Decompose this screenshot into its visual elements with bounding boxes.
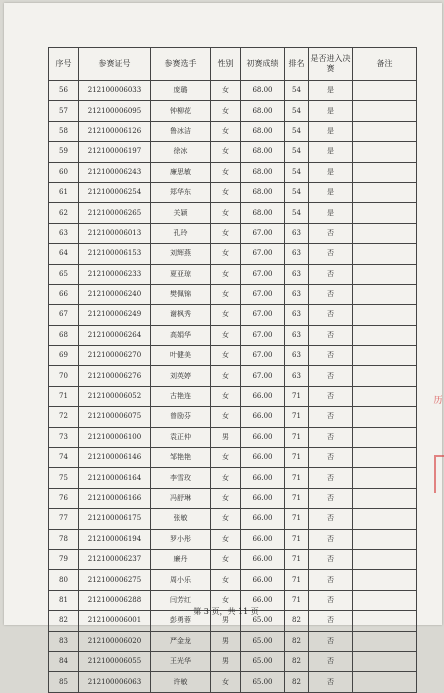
cell-contestant: 夏亚琼 <box>151 264 211 284</box>
cell-rank: 54 <box>285 203 309 223</box>
cell-rank: 54 <box>285 182 309 202</box>
cell-gender: 女 <box>211 81 241 101</box>
table-row <box>49 101 417 121</box>
cell-entry-id: 212100006153 <box>79 244 151 264</box>
table-row <box>49 284 417 304</box>
cell-serial-no: 73 <box>49 427 79 447</box>
cell-rank: 82 <box>285 611 309 631</box>
cell-rank: 54 <box>285 142 309 162</box>
cell-serial-no: 80 <box>49 570 79 590</box>
cell-entry-id: 212100006164 <box>79 468 151 488</box>
cell-rank: 54 <box>285 162 309 182</box>
cell-advance-final: 否 <box>309 305 353 325</box>
cell-prelim-score: 66.00 <box>241 386 285 406</box>
table-row <box>49 488 417 508</box>
cell-advance-final: 否 <box>309 570 353 590</box>
cell-entry-id: 212100006237 <box>79 549 151 569</box>
cell-rank: 63 <box>285 366 309 386</box>
cell-serial-no: 85 <box>49 672 79 692</box>
cell-advance-final: 否 <box>309 672 353 692</box>
cell-gender: 女 <box>211 203 241 223</box>
table-header-row <box>49 48 417 81</box>
cell-prelim-score: 67.00 <box>241 305 285 325</box>
cell-advance-final: 否 <box>309 223 353 243</box>
cell-remarks <box>353 101 417 121</box>
cell-remarks <box>353 366 417 386</box>
cell-rank: 71 <box>285 468 309 488</box>
cell-gender: 女 <box>211 509 241 529</box>
cell-gender: 女 <box>211 346 241 366</box>
cell-prelim-score: 68.00 <box>241 81 285 101</box>
cell-prelim-score: 65.00 <box>241 672 285 692</box>
cell-entry-id: 212100006063 <box>79 672 151 692</box>
cell-remarks <box>353 121 417 141</box>
cell-remarks <box>353 325 417 345</box>
cell-advance-final: 否 <box>309 325 353 345</box>
cell-entry-id: 212100006075 <box>79 407 151 427</box>
cell-prelim-score: 68.00 <box>241 121 285 141</box>
cell-contestant: 徐冰 <box>151 142 211 162</box>
cell-serial-no: 79 <box>49 549 79 569</box>
table-row <box>49 244 417 264</box>
cell-rank: 82 <box>285 672 309 692</box>
cell-advance-final: 否 <box>309 590 353 610</box>
cell-serial-no: 64 <box>49 244 79 264</box>
cell-prelim-score: 66.00 <box>241 570 285 590</box>
cell-serial-no: 78 <box>49 529 79 549</box>
cell-contestant: 鲁冰洁 <box>151 121 211 141</box>
cell-remarks <box>353 305 417 325</box>
table-row <box>49 448 417 468</box>
cell-serial-no: 74 <box>49 448 79 468</box>
results-table-container <box>48 47 416 693</box>
cell-advance-final: 否 <box>309 244 353 264</box>
cell-advance-final: 否 <box>309 366 353 386</box>
cell-remarks <box>353 81 417 101</box>
cell-contestant: 孔玲 <box>151 223 211 243</box>
cell-rank: 71 <box>285 529 309 549</box>
cell-rank: 71 <box>285 427 309 447</box>
cell-remarks <box>353 529 417 549</box>
header-advance-final: 是否进入决赛 <box>309 48 353 81</box>
cell-remarks <box>353 284 417 304</box>
cell-prelim-score: 66.00 <box>241 509 285 529</box>
cell-rank: 82 <box>285 631 309 651</box>
cell-gender: 女 <box>211 142 241 162</box>
table-row <box>49 427 417 447</box>
cell-prelim-score: 67.00 <box>241 284 285 304</box>
cell-prelim-score: 68.00 <box>241 182 285 202</box>
cell-serial-no: 82 <box>49 611 79 631</box>
cell-serial-no: 65 <box>49 264 79 284</box>
cell-contestant: 邹艳艳 <box>151 448 211 468</box>
cell-contestant: 高娟华 <box>151 325 211 345</box>
cell-rank: 71 <box>285 488 309 508</box>
cell-advance-final: 否 <box>309 264 353 284</box>
cell-gender: 女 <box>211 305 241 325</box>
cell-prelim-score: 67.00 <box>241 346 285 366</box>
table-row <box>49 631 417 651</box>
cell-gender: 女 <box>211 244 241 264</box>
cell-remarks <box>353 488 417 508</box>
table-row <box>49 509 417 529</box>
cell-entry-id: 212100006254 <box>79 182 151 202</box>
cell-remarks <box>353 407 417 427</box>
cell-prelim-score: 67.00 <box>241 264 285 284</box>
cell-entry-id: 212100006194 <box>79 529 151 549</box>
cell-advance-final: 否 <box>309 611 353 631</box>
cell-contestant: 罗小彤 <box>151 529 211 549</box>
cell-advance-final: 是 <box>309 101 353 121</box>
cell-remarks <box>353 142 417 162</box>
cell-advance-final: 否 <box>309 407 353 427</box>
cell-rank: 54 <box>285 101 309 121</box>
cell-remarks <box>353 223 417 243</box>
cell-remarks <box>353 244 417 264</box>
cell-prelim-score: 65.00 <box>241 631 285 651</box>
cell-gender: 女 <box>211 529 241 549</box>
cell-prelim-score: 66.00 <box>241 590 285 610</box>
cell-rank: 71 <box>285 590 309 610</box>
table-row <box>49 651 417 671</box>
cell-gender: 女 <box>211 386 241 406</box>
cell-serial-no: 66 <box>49 284 79 304</box>
cell-entry-id: 212100006233 <box>79 264 151 284</box>
cell-serial-no: 83 <box>49 631 79 651</box>
cell-entry-id: 212100006270 <box>79 346 151 366</box>
cell-contestant: 刘英婷 <box>151 366 211 386</box>
cell-gender: 女 <box>211 284 241 304</box>
cell-serial-no: 62 <box>49 203 79 223</box>
cell-gender: 女 <box>211 121 241 141</box>
cell-prelim-score: 68.00 <box>241 203 285 223</box>
header-entry-id: 参赛证号 <box>79 48 151 81</box>
cell-prelim-score: 68.00 <box>241 142 285 162</box>
cell-serial-no: 81 <box>49 590 79 610</box>
table-row <box>49 223 417 243</box>
cell-advance-final: 否 <box>309 509 353 529</box>
cell-prelim-score: 66.00 <box>241 468 285 488</box>
cell-entry-id: 212100006275 <box>79 570 151 590</box>
cell-rank: 54 <box>285 121 309 141</box>
cell-remarks <box>353 203 417 223</box>
cell-rank: 71 <box>285 386 309 406</box>
red-seal-stamp <box>432 395 444 525</box>
cell-gender: 女 <box>211 549 241 569</box>
cell-remarks <box>353 264 417 284</box>
cell-gender: 男 <box>211 611 241 631</box>
cell-gender: 男 <box>211 427 241 447</box>
cell-serial-no: 59 <box>49 142 79 162</box>
cell-remarks <box>353 182 417 202</box>
table-row <box>49 468 417 488</box>
cell-contestant: 古艳连 <box>151 386 211 406</box>
table-row <box>49 346 417 366</box>
cell-entry-id: 212100006197 <box>79 142 151 162</box>
cell-advance-final: 否 <box>309 427 353 447</box>
cell-gender: 女 <box>211 448 241 468</box>
cell-serial-no: 60 <box>49 162 79 182</box>
table-row <box>49 549 417 569</box>
cell-remarks <box>353 448 417 468</box>
header-contestant: 参赛选手 <box>151 48 211 81</box>
cell-rank: 63 <box>285 284 309 304</box>
cell-serial-no: 57 <box>49 101 79 121</box>
cell-gender: 女 <box>211 672 241 692</box>
cell-gender: 女 <box>211 468 241 488</box>
table-row <box>49 264 417 284</box>
cell-prelim-score: 66.00 <box>241 407 285 427</box>
header-prelim-score: 初赛成绩 <box>241 48 285 81</box>
cell-contestant: 刘辉燕 <box>151 244 211 264</box>
cell-serial-no: 71 <box>49 386 79 406</box>
cell-contestant: 冯舒琳 <box>151 488 211 508</box>
cell-contestant: 彭勇蓉 <box>151 611 211 631</box>
results-table <box>48 47 417 693</box>
cell-rank: 71 <box>285 570 309 590</box>
table-row <box>49 325 417 345</box>
cell-rank: 63 <box>285 264 309 284</box>
cell-entry-id: 212100006126 <box>79 121 151 141</box>
cell-rank: 63 <box>285 244 309 264</box>
cell-prelim-score: 67.00 <box>241 244 285 264</box>
cell-prelim-score: 66.00 <box>241 427 285 447</box>
cell-contestant: 严金龙 <box>151 631 211 651</box>
cell-entry-id: 212100006052 <box>79 386 151 406</box>
cell-gender: 女 <box>211 590 241 610</box>
table-row <box>49 407 417 427</box>
cell-prelim-score: 66.00 <box>241 488 285 508</box>
cell-advance-final: 否 <box>309 468 353 488</box>
cell-entry-id: 212100006013 <box>79 223 151 243</box>
cell-remarks <box>353 549 417 569</box>
cell-contestant: 廉丹 <box>151 549 211 569</box>
cell-serial-no: 63 <box>49 223 79 243</box>
cell-remarks <box>353 346 417 366</box>
cell-advance-final: 否 <box>309 386 353 406</box>
cell-contestant: 关颖 <box>151 203 211 223</box>
cell-contestant: 周小乐 <box>151 570 211 590</box>
cell-rank: 63 <box>285 325 309 345</box>
cell-advance-final: 否 <box>309 631 353 651</box>
cell-remarks <box>353 651 417 671</box>
cell-contestant: 李雪玫 <box>151 468 211 488</box>
cell-gender: 女 <box>211 407 241 427</box>
cell-advance-final: 是 <box>309 121 353 141</box>
cell-serial-no: 76 <box>49 488 79 508</box>
header-gender: 性别 <box>211 48 241 81</box>
table-row <box>49 142 417 162</box>
cell-rank: 63 <box>285 305 309 325</box>
cell-serial-no: 58 <box>49 121 79 141</box>
cell-entry-id: 212100006276 <box>79 366 151 386</box>
cell-rank: 71 <box>285 509 309 529</box>
cell-entry-id: 212100006166 <box>79 488 151 508</box>
cell-contestant: 郑华东 <box>151 182 211 202</box>
page-footer: 第 3 页，共 11 页 <box>193 607 259 616</box>
cell-entry-id: 212100006146 <box>79 448 151 468</box>
cell-entry-id: 212100006095 <box>79 101 151 121</box>
table-row <box>49 162 417 182</box>
cell-prelim-score: 67.00 <box>241 223 285 243</box>
cell-remarks <box>353 468 417 488</box>
cell-advance-final: 否 <box>309 284 353 304</box>
cell-entry-id: 212100006100 <box>79 427 151 447</box>
cell-entry-id: 212100006265 <box>79 203 151 223</box>
table-row <box>49 672 417 692</box>
header-rank: 排名 <box>285 48 309 81</box>
cell-prelim-score: 67.00 <box>241 366 285 386</box>
cell-gender: 女 <box>211 162 241 182</box>
cell-gender: 女 <box>211 101 241 121</box>
cell-rank: 63 <box>285 346 309 366</box>
table-row <box>49 529 417 549</box>
cell-contestant: 张敏 <box>151 509 211 529</box>
cell-rank: 82 <box>285 651 309 671</box>
cell-advance-final: 是 <box>309 142 353 162</box>
cell-gender: 男 <box>211 651 241 671</box>
cell-contestant: 叶健美 <box>151 346 211 366</box>
cell-advance-final: 是 <box>309 162 353 182</box>
cell-gender: 女 <box>211 223 241 243</box>
cell-advance-final: 否 <box>309 488 353 508</box>
cell-contestant: 王光华 <box>151 651 211 671</box>
cell-gender: 男 <box>211 631 241 651</box>
cell-contestant: 谢枫秀 <box>151 305 211 325</box>
header-serial-no: 序号 <box>49 48 79 81</box>
cell-entry-id: 212100006055 <box>79 651 151 671</box>
table-row <box>49 81 417 101</box>
cell-remarks <box>353 386 417 406</box>
cell-remarks <box>353 570 417 590</box>
cell-serial-no: 69 <box>49 346 79 366</box>
table-row <box>49 305 417 325</box>
cell-serial-no: 77 <box>49 509 79 529</box>
cell-advance-final: 否 <box>309 448 353 468</box>
document-page <box>4 3 443 686</box>
cell-advance-final: 是 <box>309 203 353 223</box>
table-row <box>49 121 417 141</box>
cell-advance-final: 否 <box>309 346 353 366</box>
cell-rank: 71 <box>285 448 309 468</box>
cell-serial-no: 68 <box>49 325 79 345</box>
cell-remarks <box>353 427 417 447</box>
cell-entry-id: 212100006243 <box>79 162 151 182</box>
cell-gender: 女 <box>211 325 241 345</box>
cell-advance-final: 否 <box>309 529 353 549</box>
cell-advance-final: 是 <box>309 182 353 202</box>
cell-prelim-score: 66.00 <box>241 549 285 569</box>
cell-contestant: 廉思敏 <box>151 162 211 182</box>
cell-contestant: 钟柳花 <box>151 101 211 121</box>
cell-serial-no: 56 <box>49 81 79 101</box>
table-row <box>49 386 417 406</box>
cell-serial-no: 84 <box>49 651 79 671</box>
cell-contestant: 闫芳红 <box>151 590 211 610</box>
cell-entry-id: 212100006288 <box>79 590 151 610</box>
cell-serial-no: 70 <box>49 366 79 386</box>
table-row <box>49 203 417 223</box>
cell-contestant: 庞璐 <box>151 81 211 101</box>
cell-serial-no: 67 <box>49 305 79 325</box>
cell-remarks <box>353 672 417 692</box>
cell-entry-id: 212100006249 <box>79 305 151 325</box>
cell-advance-final: 是 <box>309 81 353 101</box>
cell-gender: 女 <box>211 182 241 202</box>
cell-entry-id: 212100006264 <box>79 325 151 345</box>
cell-remarks <box>353 631 417 651</box>
cell-gender: 女 <box>211 264 241 284</box>
cell-contestant: 樊佩锦 <box>151 284 211 304</box>
table-row <box>49 570 417 590</box>
cell-serial-no: 75 <box>49 468 79 488</box>
cell-remarks <box>353 509 417 529</box>
cell-contestant: 曾励芬 <box>151 407 211 427</box>
header-remarks: 备注 <box>353 48 417 81</box>
cell-serial-no: 61 <box>49 182 79 202</box>
cell-rank: 63 <box>285 223 309 243</box>
cell-rank: 71 <box>285 549 309 569</box>
cell-prelim-score: 66.00 <box>241 529 285 549</box>
cell-entry-id: 212100006175 <box>79 509 151 529</box>
cell-serial-no: 72 <box>49 407 79 427</box>
cell-gender: 女 <box>211 570 241 590</box>
cell-contestant: 袁正仲 <box>151 427 211 447</box>
cell-entry-id: 212100006033 <box>79 81 151 101</box>
cell-rank: 54 <box>285 81 309 101</box>
cell-prelim-score: 66.00 <box>241 448 285 468</box>
stamp-edge <box>434 455 444 493</box>
table-row <box>49 366 417 386</box>
cell-prelim-score: 68.00 <box>241 162 285 182</box>
cell-prelim-score: 65.00 <box>241 651 285 671</box>
cell-gender: 女 <box>211 366 241 386</box>
cell-prelim-score: 68.00 <box>241 101 285 121</box>
cell-gender: 女 <box>211 488 241 508</box>
cell-prelim-score: 65.00 <box>241 611 285 631</box>
table-row <box>49 182 417 202</box>
cell-remarks <box>353 162 417 182</box>
cell-entry-id: 212100006001 <box>79 611 151 631</box>
cell-advance-final: 否 <box>309 651 353 671</box>
stamp-character: 历 <box>433 396 443 406</box>
cell-advance-final: 否 <box>309 549 353 569</box>
cell-rank: 71 <box>285 407 309 427</box>
cell-prelim-score: 67.00 <box>241 325 285 345</box>
cell-entry-id: 212100006020 <box>79 631 151 651</box>
cell-entry-id: 212100006240 <box>79 284 151 304</box>
cell-contestant: 许敏 <box>151 672 211 692</box>
